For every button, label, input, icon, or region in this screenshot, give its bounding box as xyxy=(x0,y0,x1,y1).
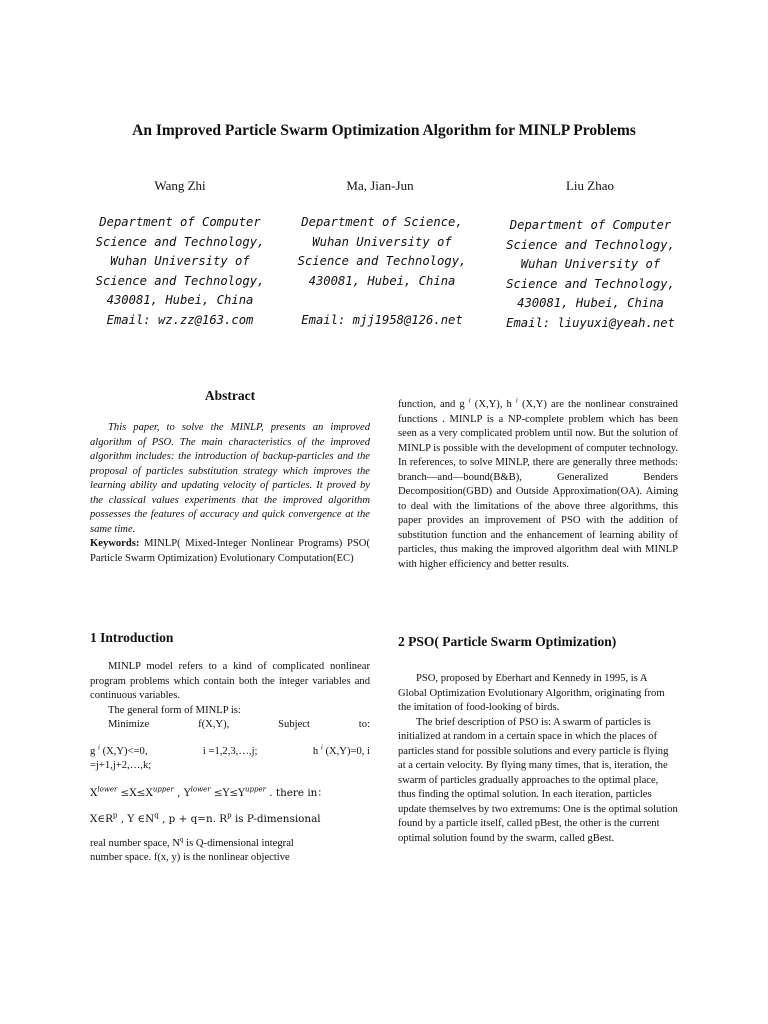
eq-sup: i xyxy=(320,742,323,751)
eq-text: X xyxy=(90,786,98,799)
eq-sup: p xyxy=(112,811,118,820)
eq-token: f(X,Y), xyxy=(198,719,230,730)
keywords-label: Keywords: xyxy=(90,538,140,549)
affil-line: Science and Technology, xyxy=(297,254,467,268)
eq-sup: upper xyxy=(245,785,266,794)
pso-p1: PSO, proposed by Eberhart and Kennedy in 1995, is A Global Optimization Evolutionary Algorithm, originating from the imitation of food-looking of birds. xyxy=(398,673,665,713)
eq-token xyxy=(90,742,148,760)
keywords-text: MINLP( Mixed-Integer Nonlinear Programs) PSO( Particle Swarm Optimization) Evolutionary Computation(EC) xyxy=(90,538,370,564)
eq-text: , p + q=n. R xyxy=(162,813,228,825)
author-name-1: Wang Zhi xyxy=(154,178,206,193)
minimize-line xyxy=(90,718,370,733)
email: Email: mjj1958@126.net xyxy=(301,312,463,327)
space-line xyxy=(90,812,370,827)
affil-line: Wuhan University of xyxy=(110,254,250,268)
email: Email: wz.zz@163.com xyxy=(106,312,254,327)
paper-title: An Improved Particle Swarm Optimization Algorithm for MINLP Problems xyxy=(132,122,636,139)
cont-text: function, and g xyxy=(398,399,465,410)
eq-text: (X,Y)=0, i xyxy=(325,745,370,757)
eq-sup: p xyxy=(227,811,232,820)
eq-sup: i xyxy=(97,742,100,751)
eq-sup: q xyxy=(154,811,159,820)
eq-token xyxy=(312,742,370,760)
affil-line: Science and Technology, xyxy=(506,276,675,291)
affil-line: Department of Computer xyxy=(99,215,261,229)
affil-line: Department of Science, xyxy=(301,215,463,229)
eq-text: is P-dimensional xyxy=(234,813,321,825)
affil-line: Wuhan University of xyxy=(520,257,661,271)
continued-paragraph xyxy=(398,398,678,572)
author-name-3: Liu Zhao xyxy=(565,178,614,193)
space-line-2 xyxy=(90,834,370,852)
cont-text: (X,Y), h xyxy=(470,399,512,410)
affil-line xyxy=(287,291,477,311)
affil-line: Wuhan University of xyxy=(312,234,452,249)
eq-token: Minimize xyxy=(108,719,150,730)
abstract-block xyxy=(90,421,370,566)
affil-line: 430081, Hubei, China xyxy=(106,293,254,307)
right-col-block xyxy=(398,398,678,572)
eq-token: i =1,2,3,…,j; xyxy=(202,745,258,757)
eq-token: to: xyxy=(358,719,370,730)
eq-text: ≤Y≤Y xyxy=(213,786,246,799)
author-name-2: Ma, Jian-Jun xyxy=(346,178,414,193)
eq-sup: upper xyxy=(152,785,174,794)
email: Email: liuyuxi@yeah.net xyxy=(506,315,675,330)
affiliation-1 xyxy=(85,213,275,330)
constraint-line xyxy=(90,742,370,760)
space-line-3: number space. f(x, y) is the nonlinear objective xyxy=(90,852,290,863)
eq-text: , Y ∈N xyxy=(120,813,155,825)
keywords xyxy=(90,537,370,566)
eq-text: is Q-dimensional integral xyxy=(186,837,294,849)
affil-line: Department of Computer xyxy=(509,218,672,232)
pso-p2: The brief description of PSO is: A swarm of particles is initialized at random in a certain space in which the places of particles stand for possible solutions and every particle is flying at a certain velocity. By flying many times, that is, iteration, the swarm of particles gradually approaches to the optimal place, thus finding the optimal solution. In each iteration, particles update themselves by two extremums: One is the optimal solution found by a particle itself, called pBest, the other is the current optimal solution found by the swarm, called gBest. xyxy=(398,716,678,844)
affiliation-2 xyxy=(287,213,477,330)
eq-text: real number space, N xyxy=(90,837,181,849)
eq-sup: i xyxy=(468,396,471,405)
eq-text: . there in： xyxy=(269,786,328,799)
eq-h: h xyxy=(312,745,319,757)
pso-block xyxy=(398,672,678,846)
pso-heading: 2 PSO( Particle Swarm Optimization) xyxy=(398,634,617,649)
cont-text: (X,Y) are the nonlinear constrained functions . MINLP is a NP-complete problem which has been seen as a very complicated problem until now. But the solution of MINLP is possible with the development of computer technology. In references, to solve MINLP, there are generally three methods: branch—and—bound(B&B), Generalized Benders Decomposition(GBD) and Outside Approximation(OA). Aiming to deal with the limitations of the above three algorithms, this paper provides an improvement of PSO with the addition of substitution function and the enhancement of learning ability of particles, thus making the improved algorithm deal with MINLP with higher efficiency and better results. xyxy=(398,399,678,570)
affil-line: Science and Technology, xyxy=(95,273,265,288)
eq-token: Subject xyxy=(278,719,310,730)
eq-text: ≤X≤X xyxy=(120,786,153,799)
bounds-line xyxy=(90,786,370,801)
eq-sup: lower xyxy=(190,785,211,794)
affiliation-3 xyxy=(493,216,688,333)
intro-p2: The general form of MINLP is: xyxy=(108,704,241,716)
eq-text: (X,Y)<=0, xyxy=(102,745,148,757)
eq-g: g xyxy=(90,745,96,757)
abstract-text: This paper, to solve the MINLP, presents an improved algorithm of PSO. The main characteristics of the improved algorithm includes: the introduction of backup-particles and the proposal of particles substitution strategy which improves the learning ability and updating velocity of particles. It proved by the classical values experiments that the improved algorithm possesses the features of accuracy and quick convergence at the same time. xyxy=(90,422,370,535)
intro-heading: 1 Introduction xyxy=(90,630,174,645)
intro-p1: MINLP model refers to a kind of complicated nonlinear program problems which contain both the integer variables and continuous variables. xyxy=(90,661,370,701)
eq-sup: q xyxy=(180,834,184,843)
constraint-line-2: =j+1,j+2,…,k; xyxy=(90,760,152,771)
eq-sup: lower xyxy=(97,785,118,794)
abstract-heading: Abstract xyxy=(204,388,256,403)
intro-block xyxy=(90,660,370,866)
affil-line: 430081, Hubei, China xyxy=(308,273,456,288)
eq-text: X∈R xyxy=(90,813,113,825)
affil-line: Science and Technology, xyxy=(95,234,265,249)
eq-sup: i xyxy=(515,396,518,405)
affil-line: Science and Technology, xyxy=(506,237,675,252)
affil-line: 430081, Hubei, China xyxy=(517,296,664,310)
eq-text: , Y xyxy=(177,786,191,799)
